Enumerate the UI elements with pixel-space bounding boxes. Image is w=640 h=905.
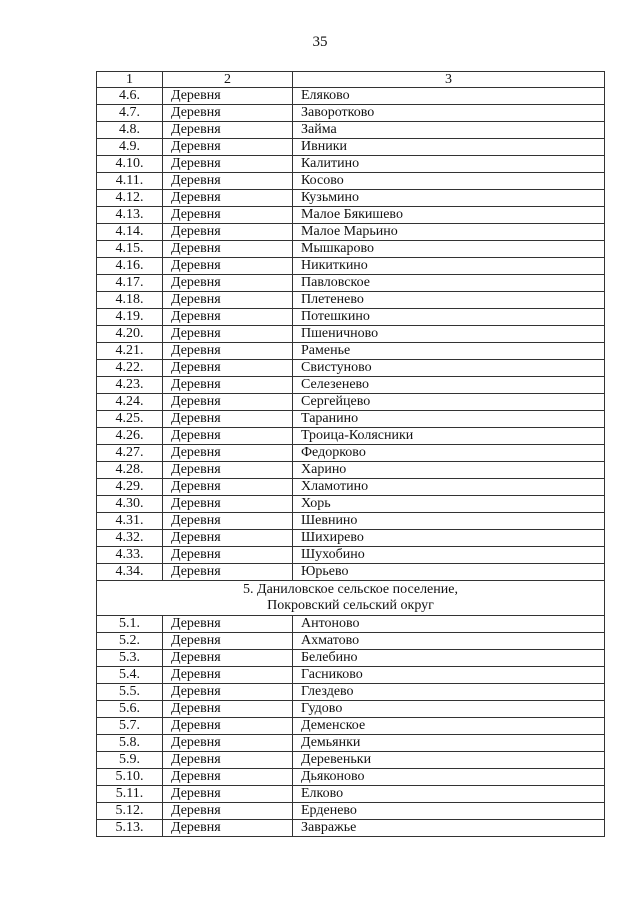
row-number: 4.29. [97,479,163,496]
settlement-type: Деревня [163,88,293,105]
settlement-name: Сергейцево [293,394,605,411]
settlement-name: Таранино [293,411,605,428]
row-number: 4.34. [97,564,163,581]
table-row [97,224,605,241]
row-number: 4.32. [97,530,163,547]
table-row [97,684,605,701]
settlement-type: Деревня [163,633,293,650]
settlement-type: Деревня [163,156,293,173]
settlement-type: Деревня [163,326,293,343]
table-row [97,173,605,190]
table-row [97,445,605,462]
settlement-type: Деревня [163,428,293,445]
row-number: 4.12. [97,190,163,207]
table-row [97,564,605,581]
settlement-name: Пшеничново [293,326,605,343]
table-row [97,752,605,769]
row-number: 4.26. [97,428,163,445]
settlement-type: Деревня [163,820,293,837]
row-number: 4.24. [97,394,163,411]
table-row [97,360,605,377]
table-row [97,479,605,496]
settlement-type: Деревня [163,275,293,292]
row-number: 4.11. [97,173,163,190]
table-row [97,786,605,803]
settlement-name: Демьянки [293,735,605,752]
table-row [97,207,605,224]
settlement-type: Деревня [163,173,293,190]
column-header-1: 1 [97,72,163,88]
table-row [97,343,605,360]
settlement-type: Деревня [163,190,293,207]
table-row [97,769,605,786]
settlement-type: Деревня [163,513,293,530]
settlement-type: Деревня [163,224,293,241]
settlement-name: Ахматово [293,633,605,650]
settlement-type: Деревня [163,394,293,411]
settlement-type: Деревня [163,616,293,633]
row-number: 4.19. [97,309,163,326]
settlement-type: Деревня [163,752,293,769]
settlement-name: Ерденево [293,803,605,820]
settlement-name: Калитино [293,156,605,173]
table-row [97,258,605,275]
row-number: 4.16. [97,258,163,275]
column-header-3: 3 [293,72,605,88]
table-row [97,139,605,156]
row-number: 4.7. [97,105,163,122]
settlement-name: Троица-Колясники [293,428,605,445]
table-row [97,394,605,411]
settlement-name: Хорь [293,496,605,513]
row-number: 4.30. [97,496,163,513]
row-number: 4.23. [97,377,163,394]
settlement-type: Деревня [163,462,293,479]
settlement-type: Деревня [163,547,293,564]
settlement-name: Елково [293,786,605,803]
settlement-type: Деревня [163,309,293,326]
section-header-row [97,581,605,616]
settlement-name: Кузьмино [293,190,605,207]
table-row [97,309,605,326]
row-number: 5.2. [97,633,163,650]
settlement-type: Деревня [163,718,293,735]
settlement-type: Деревня [163,445,293,462]
row-number: 4.6. [97,88,163,105]
settlement-type: Деревня [163,564,293,581]
row-number: 4.25. [97,411,163,428]
table-row [97,735,605,752]
settlement-name: Заворотково [293,105,605,122]
settlement-name: Федорково [293,445,605,462]
row-number: 5.13. [97,820,163,837]
row-number: 4.15. [97,241,163,258]
settlement-type: Деревня [163,701,293,718]
row-number: 4.33. [97,547,163,564]
column-header-2: 2 [163,72,293,88]
table-row [97,190,605,207]
settlement-name: Белебино [293,650,605,667]
settlement-name: Деменское [293,718,605,735]
settlements-table [96,71,605,837]
settlement-name: Мышкарово [293,241,605,258]
settlement-name: Глездево [293,684,605,701]
row-number: 4.28. [97,462,163,479]
settlement-type: Деревня [163,735,293,752]
table-row [97,530,605,547]
table-header-row [97,72,605,88]
section-title-line-1: 5. Даниловское сельское поселение, [243,582,458,597]
settlement-name: Раменье [293,343,605,360]
row-number: 5.8. [97,735,163,752]
settlement-type: Деревня [163,105,293,122]
settlement-type: Деревня [163,411,293,428]
settlement-name: Гасниково [293,667,605,684]
table-row [97,377,605,394]
settlement-type: Деревня [163,207,293,224]
settlement-type: Деревня [163,377,293,394]
row-number: 4.10. [97,156,163,173]
settlement-name: Дьяконово [293,769,605,786]
table-row [97,650,605,667]
table-row [97,326,605,343]
settlement-name: Деревеньки [293,752,605,769]
settlement-name: Харино [293,462,605,479]
row-number: 5.5. [97,684,163,701]
settlement-type: Деревня [163,769,293,786]
settlement-type: Деревня [163,122,293,139]
row-number: 4.8. [97,122,163,139]
settlement-type: Деревня [163,650,293,667]
table-row [97,496,605,513]
settlement-type: Деревня [163,360,293,377]
settlement-name: Юрьево [293,564,605,581]
settlement-name: Павловское [293,275,605,292]
settlement-name: Никиткино [293,258,605,275]
table-row [97,513,605,530]
table-row [97,292,605,309]
settlement-name: Гудово [293,701,605,718]
row-number: 4.14. [97,224,163,241]
settlement-name: Свистуново [293,360,605,377]
settlement-type: Деревня [163,139,293,156]
row-number: 4.17. [97,275,163,292]
settlement-type: Деревня [163,530,293,547]
table-row [97,411,605,428]
row-number: 5.1. [97,616,163,633]
settlement-name: Антоново [293,616,605,633]
row-number: 5.11. [97,786,163,803]
table-row [97,633,605,650]
settlement-name: Селезенево [293,377,605,394]
settlement-name: Ивники [293,139,605,156]
table-row [97,275,605,292]
row-number: 4.27. [97,445,163,462]
section-title [97,581,605,616]
row-number: 4.22. [97,360,163,377]
settlement-name: Шихирево [293,530,605,547]
table-row [97,241,605,258]
settlement-name: Малое Бякишево [293,207,605,224]
table-row [97,718,605,735]
settlement-type: Деревня [163,292,293,309]
settlement-type: Деревня [163,241,293,258]
table-row [97,122,605,139]
table-row [97,616,605,633]
row-number: 5.3. [97,650,163,667]
settlement-name: Плетенево [293,292,605,309]
settlement-name: Шевнино [293,513,605,530]
settlement-name: Косово [293,173,605,190]
settlement-type: Деревня [163,786,293,803]
row-number: 4.20. [97,326,163,343]
table-row [97,428,605,445]
row-number: 4.18. [97,292,163,309]
row-number: 5.10. [97,769,163,786]
table-row [97,105,605,122]
page-number: 35 [312,34,328,50]
settlement-type: Деревня [163,343,293,360]
settlement-type: Деревня [163,258,293,275]
row-number: 4.31. [97,513,163,530]
settlement-type: Деревня [163,684,293,701]
settlement-type: Деревня [163,803,293,820]
row-number: 5.6. [97,701,163,718]
settlement-type: Деревня [163,496,293,513]
settlement-type: Деревня [163,667,293,684]
table-row [97,547,605,564]
settlement-name: Малое Марьино [293,224,605,241]
row-number: 5.12. [97,803,163,820]
table-row [97,462,605,479]
settlement-name: Хламотино [293,479,605,496]
settlement-type: Деревня [163,479,293,496]
row-number: 4.13. [97,207,163,224]
row-number: 5.7. [97,718,163,735]
table-row [97,156,605,173]
settlement-name: Потешкино [293,309,605,326]
row-number: 4.9. [97,139,163,156]
table-row [97,701,605,718]
table-row [97,88,605,105]
table-row [97,803,605,820]
row-number: 4.21. [97,343,163,360]
settlement-name: Шухобино [293,547,605,564]
settlement-name: Еляково [293,88,605,105]
section-title-line-2: Покровский сельский округ [267,598,434,613]
table-row [97,820,605,837]
row-number: 5.9. [97,752,163,769]
row-number: 5.4. [97,667,163,684]
table-row [97,667,605,684]
settlement-name: Завражье [293,820,605,837]
settlement-name: Займа [293,122,605,139]
